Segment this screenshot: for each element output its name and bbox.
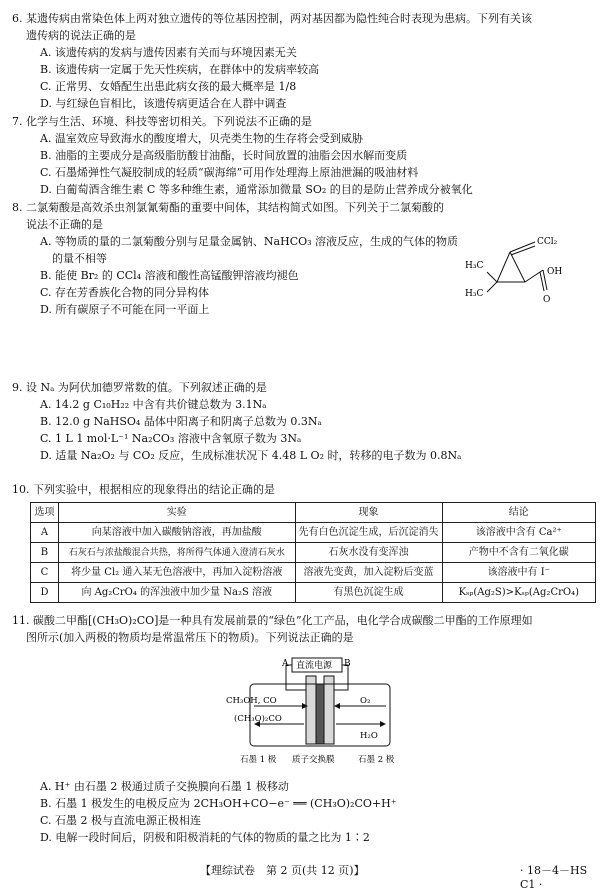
table-cell: 将少量 Cl₂ 通入某无色溶液中，再加入淀粉溶液	[58, 563, 295, 583]
graphite-2-label: 石墨 2 极	[358, 755, 395, 765]
proton-exchange-membrane	[316, 684, 324, 744]
question-11	[12, 612, 592, 646]
table-cell: Kₛₚ(Ag₂S)>Kₛₚ(Ag₂CrO₄)	[442, 583, 595, 603]
table-row	[31, 523, 596, 543]
table-header-row	[31, 503, 596, 523]
question-8-option-a-cont: 的量不相等	[52, 252, 107, 265]
question-8-option-b: B. 能使 Br₂ 的 CCl₄ 溶液和酸性高锰酸钾溶液均褪色	[40, 269, 299, 282]
question-8-option-c: C. 存在芳香族化合物的同分异构体	[40, 286, 210, 299]
table-header: 实验	[58, 503, 295, 523]
table-cell: A	[31, 523, 59, 543]
table-cell: 先有白色沉淀生成，后沉淀消失	[295, 523, 442, 543]
question-9-option-c: C. 1 L 1 mol·L⁻¹ Na₂CO₃ 溶液中含氧原子数为 3Nₐ	[40, 432, 302, 445]
table-cell: C	[31, 563, 59, 583]
question-11-option-a: A. H⁺ 由石墨 2 极通过质子交换膜向石墨 1 极移动	[40, 780, 289, 793]
question-9-option-a: A. 14.2 g C₁₀H₂₂ 中含有共价键总数为 3.1Nₐ	[40, 398, 267, 411]
inlet-left-label: CH₃OH, CO	[226, 696, 277, 706]
question-11-stem-cont: 图所示(加入两极的物质均是常温常压下的物质)。下列说法正确的是	[26, 631, 354, 644]
question-6-option-a: A. 该遗传病的发病与遗传因素有关而与环境因素无关	[40, 46, 297, 59]
footer-code: · 18－4－HS C1 ·	[520, 864, 588, 891]
table-cell: 向 Ag₂CrO₄ 的浑浊液中加少量 Na₂S 溶液	[58, 583, 295, 603]
table-cell: 产物中不含有二氧化碳	[442, 543, 595, 563]
question-7-option-b: B. 油脂的主要成分是高级脂肪酸甘油酯，长时间放置的油脂会因水解而变质	[40, 149, 408, 162]
question-11-options	[12, 778, 592, 846]
ccl2-label: CCl₂	[537, 237, 558, 247]
question-8-stem: 8. 二氯菊酸是高效杀虫剂氯氰菊酯的重要中间体，其结构简式如图。下列关于二氯菊酸的	[12, 201, 444, 214]
h3c-bottom-label: H₃C	[465, 289, 484, 299]
page-footer	[0, 862, 600, 891]
question-11-option-b: B. 石墨 1 极发生的电极反应为 2CH₃OH+CO−e⁻ ══ (CH₃O)₂CO+H⁺	[40, 797, 397, 810]
question-7-option-c: C. 石墨烯弹性气凝胶制成的轻质“碳海绵”可用作处理海上原油泄漏的吸油材料	[40, 166, 419, 179]
table-row	[31, 563, 596, 583]
table-cell: 该溶液中有 I⁻	[442, 563, 595, 583]
question-11-option-c: C. 石墨 2 极与直流电源正极相连	[40, 814, 202, 827]
question-9-option-b: B. 12.0 g NaHSO₄ 晶体中阳离子和阴离子总数为 0.3Nₐ	[40, 415, 322, 428]
table-cell: 石灰水没有变浑浊	[295, 543, 442, 563]
dichlorochrysanthemic-acid-structure	[465, 234, 595, 334]
question-9-stem: 9. 设 Nₐ 为阿伏加德罗常数的值。下列叙述正确的是	[12, 381, 267, 394]
o2-label: O₂	[360, 696, 371, 706]
question-7-stem: 7. 化学与生活、环境、科技等密切相关。下列说法不正确的是	[12, 115, 312, 128]
terminal-a-label: A	[282, 659, 289, 669]
question-8-stem-cont: 说法不正确的是	[26, 218, 103, 231]
footer-title: 【理综试卷 第 2 页(共 12 页)】	[200, 864, 365, 877]
question-10-stem: 10. 下列实验中，根据相应的现象得出的结论正确的是	[12, 483, 275, 496]
h2o-label: H₂O	[360, 731, 378, 741]
terminal-b-label: B	[344, 659, 351, 669]
question-6-stem-cont: 遗传病的说法正确的是	[26, 29, 136, 42]
question-11-stem: 11. 碳酸二甲酯[(CH₃O)₂CO]是一种具有发展前景的“绿色”化工产品，电化学合成碳酸二甲酯的工作原理如	[12, 614, 533, 627]
table-cell: 该溶液中含有 Ca²⁺	[442, 523, 595, 543]
table-cell: 溶液先变黄，加入淀粉后变蓝	[295, 563, 442, 583]
carbonyl-o-label: O	[543, 295, 551, 305]
oh-label: OH	[547, 267, 563, 277]
electrolysis-cell-diagram	[210, 654, 430, 774]
table-header: 选项	[31, 503, 59, 523]
question-6-option-d: D. 与红绿色盲相比，该遗传病更适合在人群中调查	[40, 97, 287, 110]
question-10	[12, 481, 592, 498]
table-cell: D	[31, 583, 59, 603]
table-cell: 向某溶液中加入碳酸钠溶液，再加盐酸	[58, 523, 295, 543]
graphite-1-label: 石墨 1 极	[240, 755, 277, 765]
membrane-label: 质子交换膜	[292, 755, 335, 765]
outlet-left-label: (CH₃O)₂CO	[234, 714, 282, 724]
question-8-option-a: A. 等物质的量的二氯菊酸分别与足量金属钠、NaHCO₃ 溶液反应，生成的气体的物质	[40, 235, 459, 248]
question-6-option-b: B. 该遗传病一定属于先天性疾病，在群体中的发病率较高	[40, 63, 320, 76]
h3c-top-label: H₃C	[465, 261, 484, 271]
question-8	[12, 199, 462, 318]
question-7-option-a: A. 温室效应导致海水的酸度增大，贝壳类生物的生存将会受到威胁	[40, 132, 363, 145]
table-cell: 有黑色沉淀生成	[295, 583, 442, 603]
question-6	[12, 10, 592, 112]
table-header: 结论	[442, 503, 595, 523]
table-header: 现象	[295, 503, 442, 523]
power-supply-label: 直流电源	[296, 661, 333, 671]
table-row	[31, 583, 596, 603]
question-11-option-d: D. 电解一段时间后，阴极和阳极消耗的气体的物质的量之比为 1∶2	[40, 831, 370, 844]
table-cell: 石灰石与浓盐酸混合共热，将所得气体通入澄清石灰水	[58, 543, 295, 563]
question-6-stem: 6. 某遗传病由常染色体上两对独立遗传的等位基因控制，两对基因都为隐性纯合时表现为患病。下列有关该	[12, 12, 532, 25]
question-8-option-d: D. 所有碳原子不可能在同一平面上	[40, 303, 210, 316]
graphite-electrode-2	[324, 676, 334, 744]
question-10-table	[30, 502, 596, 603]
question-9-option-d: D. 适量 Na₂O₂ 与 CO₂ 反应，生成标准状况下 4.48 L O₂ 时，转移的电子数为 0.8Nₐ	[40, 449, 462, 462]
table-cell: B	[31, 543, 59, 563]
question-9	[12, 379, 592, 464]
question-7	[12, 113, 592, 198]
table-row	[31, 543, 596, 563]
question-7-option-d: D. 白葡萄酒含维生素 C 等多种维生素，通常添加微量 SO₂ 的目的是防止营养成分被氧化	[40, 183, 473, 196]
graphite-electrode-1	[306, 676, 316, 744]
question-6-option-c: C. 正常男、女婚配生出患此病女孩的最大概率是 1/8	[40, 80, 297, 93]
